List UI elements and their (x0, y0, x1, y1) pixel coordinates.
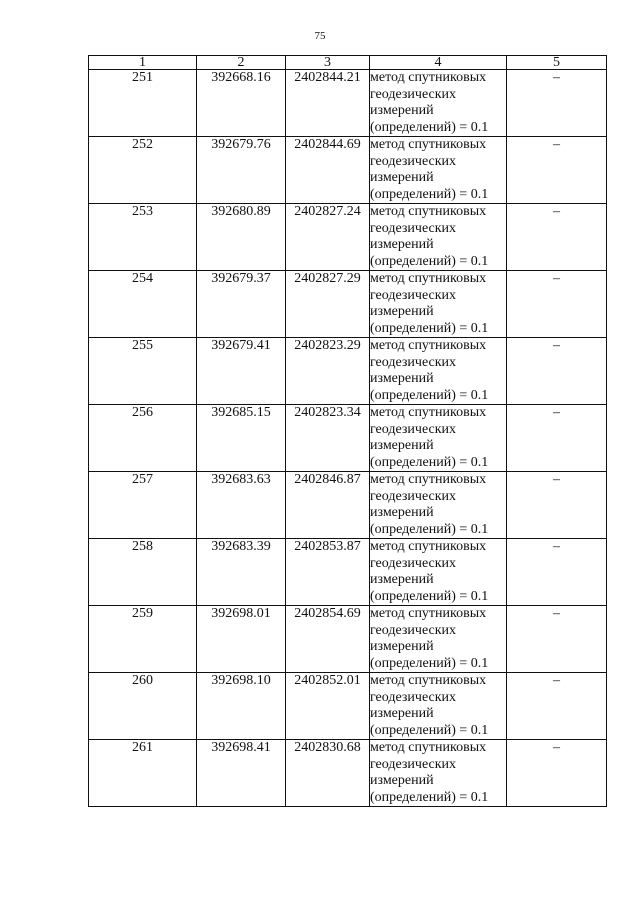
method-line: (определений) = 0.1 (370, 253, 489, 269)
header-col-1: 1 (89, 56, 197, 70)
note-cell: – (507, 70, 607, 137)
method-line: измерений (370, 304, 434, 319)
accuracy-method-cell (370, 405, 507, 472)
method-line: геодезических (370, 287, 457, 303)
y-coordinate-cell: 2402827.29 (286, 271, 370, 338)
accuracy-method-cell (370, 673, 507, 740)
point-number-cell: 259 (89, 606, 197, 673)
accuracy-method-cell (370, 338, 507, 405)
y-coordinate-cell: 2402844.21 (286, 70, 370, 137)
x-coordinate-cell: 392680.89 (197, 204, 286, 271)
method-line: метод спутниковых (370, 673, 487, 688)
method-line: метод спутниковых (370, 606, 487, 621)
method-line: (определений) = 0.1 (370, 119, 489, 135)
y-coordinate-cell: 2402830.68 (286, 740, 370, 807)
method-line: геодезических (370, 756, 457, 772)
table-row (89, 539, 607, 606)
method-line: (определений) = 0.1 (370, 655, 489, 671)
table-row (89, 338, 607, 405)
point-number-cell: 252 (89, 137, 197, 204)
x-coordinate-cell: 392698.10 (197, 673, 286, 740)
method-line: (определений) = 0.1 (370, 454, 489, 470)
point-number-cell: 256 (89, 405, 197, 472)
x-coordinate-cell: 392668.16 (197, 70, 286, 137)
table-row (89, 673, 607, 740)
x-coordinate-cell: 392685.15 (197, 405, 286, 472)
method-line: геодезических (370, 555, 457, 571)
method-line: (определений) = 0.1 (370, 722, 489, 738)
note-cell: – (507, 539, 607, 606)
note-cell: – (507, 673, 607, 740)
note-cell: – (507, 204, 607, 271)
x-coordinate-cell: 392683.63 (197, 472, 286, 539)
table-row (89, 137, 607, 204)
method-line: измерений (370, 103, 434, 118)
table-row (89, 271, 607, 338)
y-coordinate-cell: 2402823.29 (286, 338, 370, 405)
x-coordinate-cell: 392679.37 (197, 271, 286, 338)
page-number: 75 (314, 30, 326, 42)
point-number-cell: 260 (89, 673, 197, 740)
note-cell: – (507, 472, 607, 539)
table-row (89, 606, 607, 673)
method-line: геодезических (370, 421, 457, 437)
method-line: измерений (370, 170, 434, 185)
note-cell: – (507, 606, 607, 673)
method-line: геодезических (370, 220, 457, 236)
y-coordinate-cell: 2402823.34 (286, 405, 370, 472)
note-cell: – (507, 338, 607, 405)
x-coordinate-cell: 392679.76 (197, 137, 286, 204)
accuracy-method-cell (370, 137, 507, 204)
table-row (89, 472, 607, 539)
accuracy-method-cell (370, 271, 507, 338)
header-row (89, 56, 607, 70)
accuracy-method-cell (370, 740, 507, 807)
method-line: измерений (370, 706, 434, 721)
x-coordinate-cell: 392698.41 (197, 740, 286, 807)
point-number-cell: 251 (89, 70, 197, 137)
point-number-cell: 258 (89, 539, 197, 606)
method-line: геодезических (370, 153, 457, 169)
x-coordinate-cell: 392679.41 (197, 338, 286, 405)
point-number-cell: 254 (89, 271, 197, 338)
point-number-cell: 255 (89, 338, 197, 405)
method-line: геодезических (370, 488, 457, 504)
method-line: геодезических (370, 622, 457, 638)
note-cell: – (507, 271, 607, 338)
method-line: геодезических (370, 689, 457, 705)
accuracy-method-cell (370, 204, 507, 271)
table-row (89, 70, 607, 137)
method-line: (определений) = 0.1 (370, 789, 489, 805)
y-coordinate-cell: 2402827.24 (286, 204, 370, 271)
header-col-4: 4 (370, 56, 507, 70)
point-number-cell: 253 (89, 204, 197, 271)
method-line: (определений) = 0.1 (370, 320, 489, 336)
method-line: (определений) = 0.1 (370, 521, 489, 537)
method-line: (определений) = 0.1 (370, 387, 489, 403)
coordinates-table (88, 55, 607, 807)
accuracy-method-cell (370, 539, 507, 606)
method-line: метод спутниковых (370, 204, 487, 219)
y-coordinate-cell: 2402846.87 (286, 472, 370, 539)
header-col-2: 2 (197, 56, 286, 70)
method-line: измерений (370, 639, 434, 654)
accuracy-method-cell (370, 606, 507, 673)
method-line: измерений (370, 438, 434, 453)
point-number-cell: 257 (89, 472, 197, 539)
method-line: геодезических (370, 354, 457, 370)
point-number-cell: 261 (89, 740, 197, 807)
table-row (89, 740, 607, 807)
method-line: (определений) = 0.1 (370, 186, 489, 202)
y-coordinate-cell: 2402844.69 (286, 137, 370, 204)
accuracy-method-cell (370, 70, 507, 137)
table-row (89, 204, 607, 271)
method-line: измерений (370, 773, 434, 788)
table-row (89, 405, 607, 472)
method-line: измерений (370, 237, 434, 252)
y-coordinate-cell: 2402852.01 (286, 673, 370, 740)
method-line: измерений (370, 371, 434, 386)
method-line: измерений (370, 572, 434, 587)
note-cell: – (507, 137, 607, 204)
method-line: метод спутниковых (370, 137, 487, 152)
note-cell: – (507, 405, 607, 472)
accuracy-method-cell (370, 472, 507, 539)
y-coordinate-cell: 2402853.87 (286, 539, 370, 606)
header-col-5: 5 (507, 56, 607, 70)
method-line: метод спутниковых (370, 271, 487, 286)
x-coordinate-cell: 392698.01 (197, 606, 286, 673)
note-cell: – (507, 740, 607, 807)
method-line: (определений) = 0.1 (370, 588, 489, 604)
method-line: метод спутниковых (370, 70, 487, 85)
method-line: измерений (370, 505, 434, 520)
method-line: метод спутниковых (370, 740, 487, 755)
table-body (89, 70, 607, 807)
header-col-3: 3 (286, 56, 370, 70)
method-line: метод спутниковых (370, 405, 487, 420)
method-line: геодезических (370, 86, 457, 102)
method-line: метод спутниковых (370, 338, 487, 353)
x-coordinate-cell: 392683.39 (197, 539, 286, 606)
table-header (89, 56, 607, 70)
y-coordinate-cell: 2402854.69 (286, 606, 370, 673)
method-line: метод спутниковых (370, 539, 487, 554)
method-line: метод спутниковых (370, 472, 487, 487)
